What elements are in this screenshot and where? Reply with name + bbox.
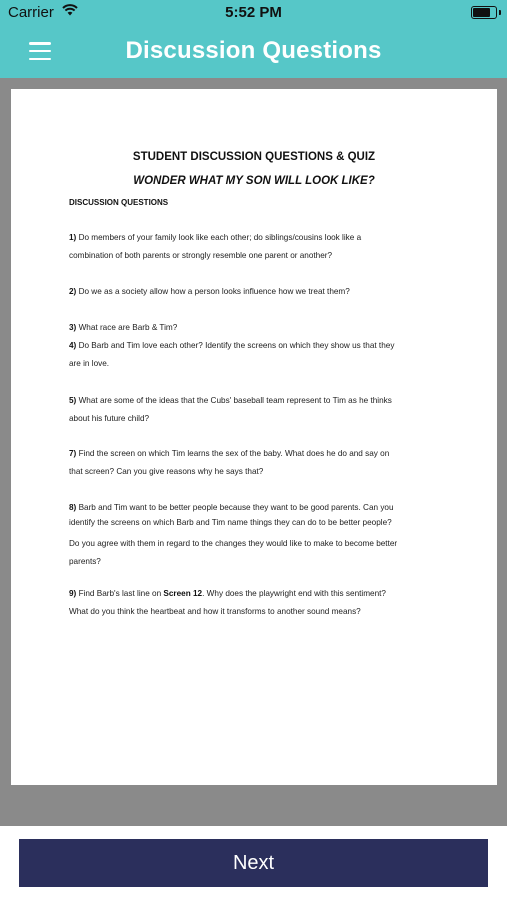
question-text: parents? <box>69 557 101 566</box>
question-text: Do Barb and Tim love each other? Identify the screens on which they show us that they <box>78 341 395 350</box>
question-text: Do members of your family look like each other; do siblings/cousins look like a <box>78 233 362 242</box>
question-5 <box>69 392 449 428</box>
document-subtitle: WONDER WHAT MY SON WILL LOOK LIKE? <box>133 175 375 187</box>
question-text: Do we as a society allow how a person looks influence how we treat them? <box>78 287 350 296</box>
question-number: 1) <box>69 233 77 242</box>
footer <box>0 826 507 900</box>
status-time: 5:52 PM <box>225 4 282 21</box>
question-text: Do you agree with them in regard to the changes they would like to make to become better <box>69 539 398 548</box>
battery-icon <box>471 6 497 19</box>
question-4 <box>69 337 449 373</box>
question-text: . Why does the playwright end with this sentiment? <box>202 589 386 598</box>
question-number: 8) <box>69 503 77 512</box>
question-7 <box>69 445 449 481</box>
question-number: 3) <box>69 323 77 332</box>
question-text: Find Barb's last line on <box>78 589 164 598</box>
question-2 <box>69 283 449 301</box>
document-viewer[interactable] <box>0 78 507 826</box>
question-text: that screen? Can you give reasons why he says that? <box>69 467 264 476</box>
question-text: Barb and Tim want to be better people because they want to be good parents. Can you <box>78 503 394 512</box>
question-text-bold: Screen 12 <box>163 589 203 598</box>
document-page <box>11 89 497 785</box>
question-number: 2) <box>69 287 77 296</box>
question-text: are in love. <box>69 359 110 368</box>
question-text: identify the screens on which Barb and Tim name things they can do to be better people? <box>69 518 392 527</box>
section-heading: DISCUSSION QUESTIONS <box>69 198 169 207</box>
question-text: combination of both parents or strongly resemble one parent or another? <box>69 251 333 260</box>
question-number: 5) <box>69 396 77 405</box>
carrier-label: Carrier <box>8 4 54 21</box>
question-3 <box>69 319 449 337</box>
nav-bar <box>0 26 507 78</box>
page-title: Discussion Questions <box>125 37 382 64</box>
question-text: What do you think the heartbeat and how it transforms to another sound means? <box>69 607 361 616</box>
question-8 <box>69 499 449 571</box>
question-number: 4) <box>69 341 77 350</box>
status-bar <box>0 0 507 26</box>
question-number: 9) <box>69 589 77 598</box>
question-9 <box>69 585 449 621</box>
question-text: about his future child? <box>69 414 150 423</box>
question-text: What race are Barb & Tim? <box>78 323 178 332</box>
document-title: STUDENT DISCUSSION QUESTIONS & QUIZ <box>132 151 376 163</box>
question-text: What are some of the ideas that the Cubs' baseball team represent to Tim as he thinks <box>78 396 392 405</box>
question-1 <box>69 229 449 265</box>
question-number: 7) <box>69 449 77 458</box>
question-text: Find the screen on which Tim learns the sex of the baby. What does he do and say on <box>78 449 390 458</box>
next-button[interactable]: Next <box>19 839 488 887</box>
